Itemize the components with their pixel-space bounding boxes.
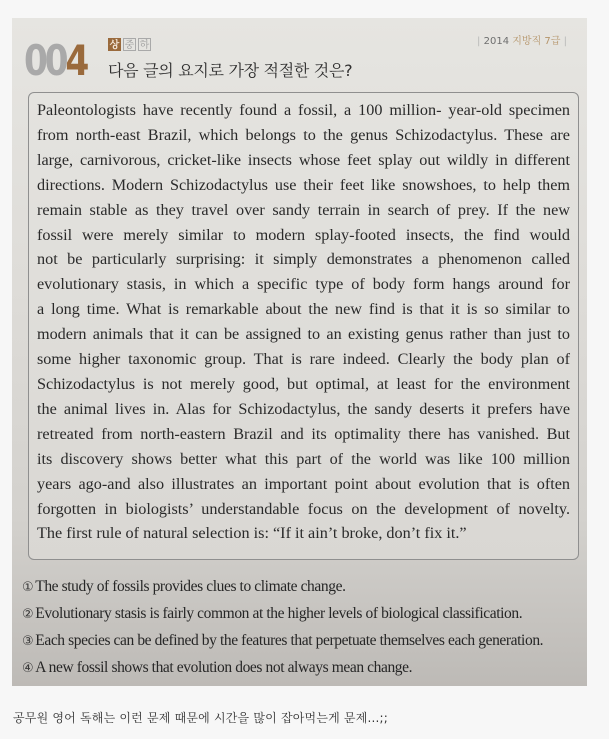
question-number xyxy=(24,36,87,85)
source-exam: 지방직 7급 xyxy=(512,36,561,47)
answer-choice-2 xyxy=(22,601,582,628)
choice-text-4: A new fossil shows that evolution does not always mean change. xyxy=(35,659,413,676)
answer-choice-1 xyxy=(22,574,582,601)
passage-line: years ago-and also illustrates an important point about evolution that is often xyxy=(37,474,570,493)
question-prompt: 다음 글의 요지로 가장 적절한 것은? xyxy=(108,61,353,80)
choice-text-3: Each species can be defined by the features that perpetuate themselves each generation. xyxy=(35,632,544,649)
difficulty-low-badge: 하 xyxy=(139,40,150,51)
choice-number-2: ② xyxy=(22,607,34,622)
passage-line: from north-east Brazil, which belongs to the genus Schizodactylus. These are xyxy=(37,125,570,144)
passage-line: the animal lives in. Alas for Schizodactylus, the sandy deserts it prefers have xyxy=(37,399,570,418)
passage-line: The first rule of natural selection is: “If it ain’t broke, don’t fix it.” xyxy=(37,524,467,543)
choice-text-1: The study of fossils provides clues to climate change. xyxy=(35,578,346,595)
passage-text xyxy=(37,98,570,546)
choice-number-1: ① xyxy=(22,580,34,595)
exam-page-photo xyxy=(12,18,587,686)
passage-line: not be particularly surprising: it simply demonstrates a phenomenon called xyxy=(37,250,570,269)
passage-line: directions. Modern Schizodactylus use their feet like snowshoes, to help them xyxy=(37,175,570,194)
choice-number-4: ④ xyxy=(22,661,34,676)
post-caption: 공무원 영어 독해는 이런 문제 때문에 시간을 많이 잡아먹는게 문제...;; xyxy=(13,711,389,725)
answer-choice-3 xyxy=(22,628,582,655)
passage-line: Schizodactylus is not merely good, but optimal, at least for the environment xyxy=(37,374,570,393)
difficulty-badges xyxy=(108,38,151,51)
answer-choice-4 xyxy=(22,655,582,682)
passage-box xyxy=(28,92,579,560)
passage-line: evolutionary stasis, in which a specific type of body form hangs around for xyxy=(37,275,570,294)
answer-choices xyxy=(22,574,582,682)
question-number-suffix: 4 xyxy=(65,36,87,85)
choice-text-2: Evolutionary stasis is fairly common at the higher levels of biological classification. xyxy=(35,605,523,622)
passage-line: large, carnivorous, cricket-like insects whose feet splay out wildly in different xyxy=(37,150,570,169)
choice-number-3: ③ xyxy=(22,634,34,649)
exam-source-label xyxy=(477,32,567,47)
passage-line: some higher taxonomic group. That is rare indeed. Clearly the body plan of xyxy=(37,350,570,369)
question-number-prefix: 00 xyxy=(24,36,66,85)
passage-line: remain stable as they travel over sandy terrain in search of prey. If the new xyxy=(37,200,570,219)
passage-line: fossil were merely similar to modern splay-footed insects, the find would xyxy=(37,225,570,244)
passage-line: its discovery shows better what this part of the world was like 100 million xyxy=(37,449,570,468)
source-divider-left: | xyxy=(477,36,481,47)
passage-line: a long time. What is remarkable about the new find is that it is so similar to xyxy=(37,300,570,319)
difficulty-medium-badge: 중 xyxy=(124,40,135,51)
source-year: 2014 xyxy=(483,36,510,47)
difficulty-high-badge: 상 xyxy=(109,40,120,51)
passage-line: modern animals that it can be assigned to an existing genus rather than just to xyxy=(37,325,570,344)
source-divider-right: | xyxy=(563,36,567,47)
passage-line: retreated from north-eastern Brazil and its optimality there has vanished. But xyxy=(37,424,570,443)
passage-line: forgotten in biologists’ understandable focus on the development of novelty. xyxy=(37,499,570,518)
passage-line: Paleontologists have recently found a fossil, a 100 million- year-old specimen xyxy=(37,101,570,119)
